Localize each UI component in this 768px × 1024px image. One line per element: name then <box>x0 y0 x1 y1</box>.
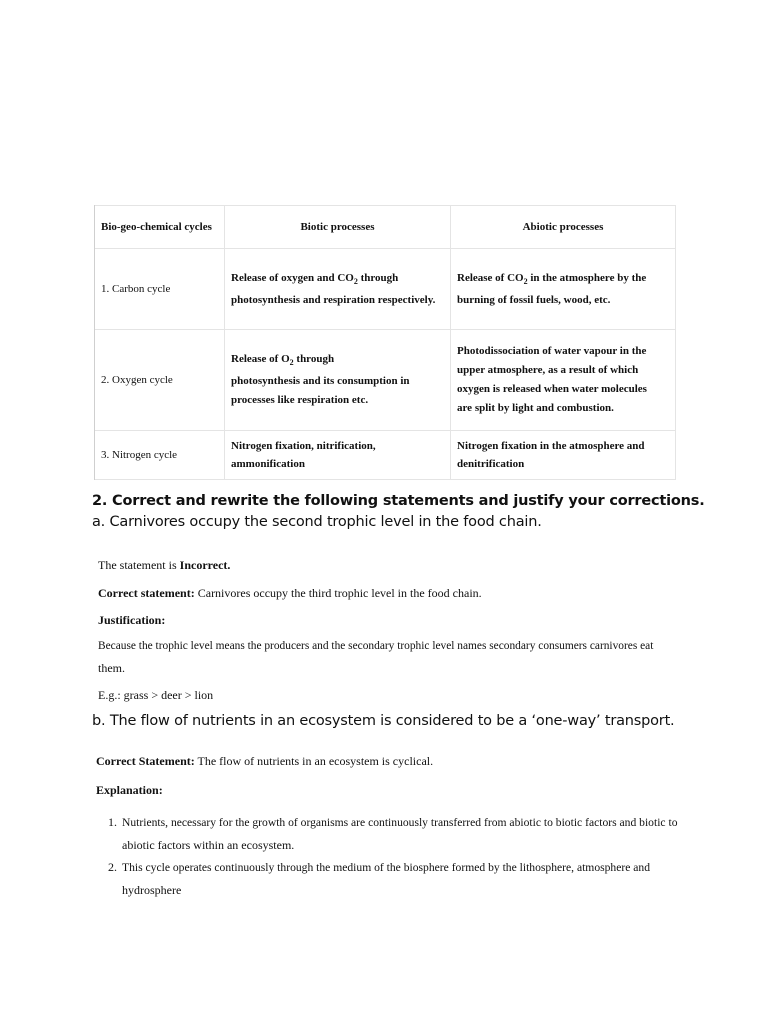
list-item: 2. This cycle operates continuously through the medium of the biosphere formed by the lithosphere, atmosphere and hydrosphere <box>120 856 700 901</box>
cycles-table-container <box>94 205 675 480</box>
cell-line: are split by light and combustion. <box>457 402 614 414</box>
justification-label: Justification: <box>98 613 166 627</box>
cell-line: Release of $O_2$ through <box>231 353 335 368</box>
answer-a-verdict: The statement is Incorrect. <box>98 558 231 572</box>
cell-line: Photodissociation of water vapour in the <box>457 345 647 357</box>
cycle-name: 3. Nitrogen cycle <box>95 431 225 480</box>
list-item: 1. Nutrients, necessary for the growth of organisms are continuously transferred from abiotic to biotic factors and biotic to abiotic factors within an ecosystem. <box>120 811 700 856</box>
header-cycles: Bio-geo-chemical cycles <box>95 206 225 249</box>
example-text: E.g.: grass > deer > lion <box>98 688 214 702</box>
question-2-heading: 2. Correct and rewrite the following statements and justify your corrections. <box>92 493 705 509</box>
question-2b-statement: b. The flow of nutrients in an ecosystem is considered to be a ‘one-way’ transport. <box>92 713 675 729</box>
explanation-list <box>96 811 700 901</box>
cycle-name: 1. Carbon cycle <box>95 249 225 330</box>
cell-line: photosynthesis and respiration respectively. <box>231 294 436 306</box>
biotic-cell <box>225 249 451 330</box>
abiotic-cell <box>451 431 676 480</box>
cell-line: ammonification <box>231 458 305 470</box>
cell-line: processes like respiration etc. <box>231 394 369 406</box>
cell-line: Nitrogen fixation, nitrification, <box>231 440 376 452</box>
header-abiotic: Abiotic processes <box>451 206 676 249</box>
answer-b-correct-statement: Correct Statement: The flow of nutrients in an ecosystem is cyclical. <box>96 754 434 768</box>
explanation-label: Explanation: <box>96 783 163 797</box>
cell-line: oxygen is released when water molecules <box>457 383 647 395</box>
cell-line: Release of oxygen and $CO_2$ through <box>231 272 399 287</box>
cycles-table <box>94 205 676 480</box>
cell-line: photosynthesis and its consumption in <box>231 375 410 387</box>
cell-line: burning of fossil fuels, wood, etc. <box>457 294 611 306</box>
cell-line: Nitrogen fixation in the atmosphere and <box>457 440 645 452</box>
biotic-cell <box>225 330 451 431</box>
cycle-name: 2. Oxygen cycle <box>95 330 225 431</box>
header-biotic: Biotic processes <box>225 206 451 249</box>
justification-line-1: Because the trophic level means the producers and the secondary trophic level names secondary consumers carnivores eat <box>98 640 654 652</box>
table-row-carbon <box>95 249 676 330</box>
question-2a-statement: a. Carnivores occupy the second trophic level in the food chain. <box>92 514 542 530</box>
table-row-oxygen <box>95 330 676 431</box>
cell-line: denitrification <box>457 458 525 470</box>
table-row-nitrogen <box>95 431 676 480</box>
abiotic-cell <box>451 249 676 330</box>
cell-line: upper atmosphere, as a result of which <box>457 364 639 376</box>
justification-line-2: them. <box>98 661 125 675</box>
cell-line: Release of $CO_2$ in the atmosphere by the <box>457 272 647 287</box>
biotic-cell <box>225 431 451 480</box>
abiotic-cell <box>451 330 676 431</box>
table-header-row <box>95 206 676 249</box>
answer-a-correct-statement: Correct statement: Carnivores occupy the third trophic level in the food chain. <box>98 586 482 600</box>
